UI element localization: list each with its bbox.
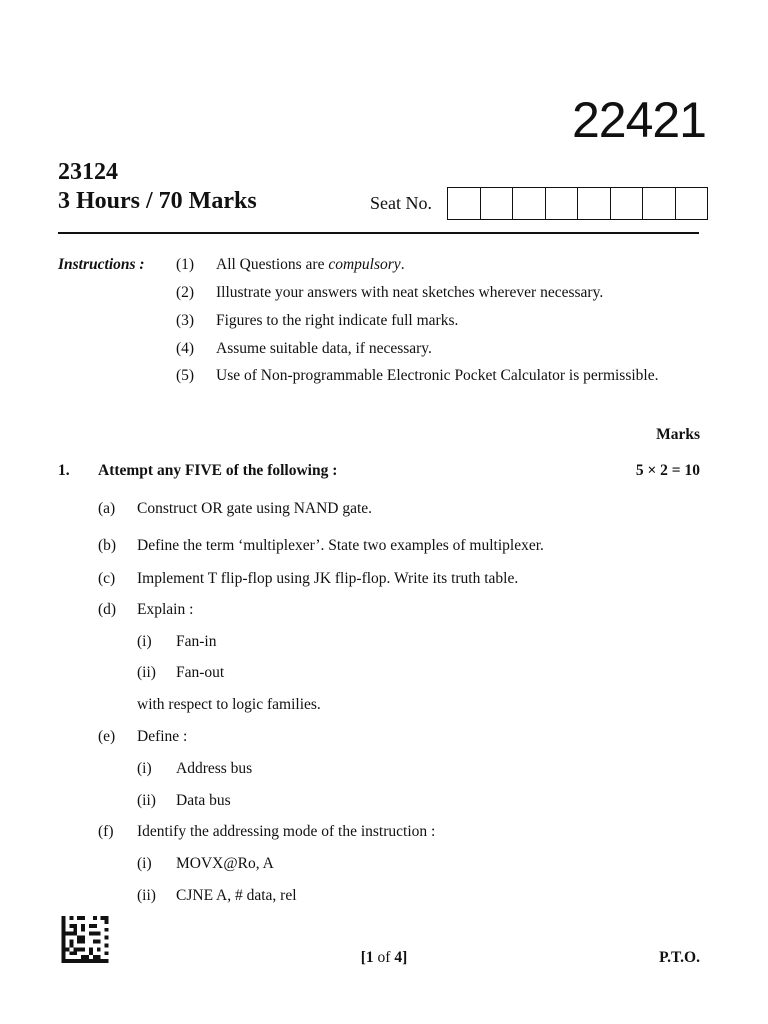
exam-code: 23124 — [58, 159, 118, 185]
seat-number-box — [611, 188, 644, 219]
duration-marks: 3 Hours / 70 Marks — [58, 188, 257, 214]
part-text: Explain : — [137, 601, 194, 618]
page-total: 4 — [394, 949, 403, 966]
sub-part-label: (ii) — [137, 887, 156, 904]
sub-part-text: Data bus — [176, 792, 231, 809]
sub-part-text: CJNE A, # data, rel — [176, 887, 297, 904]
instruction-text — [216, 256, 405, 274]
part-tail-text: with respect to logic families. — [137, 696, 321, 713]
sub-part-label: (i) — [137, 633, 152, 650]
sub-part-label: (ii) — [137, 664, 156, 681]
paper-code: 22421 — [571, 92, 706, 148]
qr-code-icon — [61, 916, 109, 963]
seat-number-box — [578, 188, 611, 219]
part-label: (a) — [98, 500, 116, 517]
instruction-text: Use of Non-programmable Electronic Pocket Calculator is permissible. — [216, 367, 659, 384]
question-title: Attempt any FIVE of the following : — [98, 462, 338, 479]
instruction-text-part: . — [400, 256, 405, 273]
part-label: (c) — [98, 570, 116, 587]
part-label: (f) — [98, 823, 114, 840]
seat-number-label: Seat No. — [370, 193, 432, 213]
seat-number-box — [513, 188, 546, 219]
seat-number-boxes — [447, 187, 708, 220]
part-label: (b) — [98, 537, 117, 554]
header-divider — [58, 232, 699, 234]
question-number: 1. — [58, 462, 70, 479]
part-text: Implement T flip-flop using JK flip-flop. Write its truth table. — [137, 570, 519, 587]
instruction-number: (5) — [176, 367, 195, 384]
instruction-text-part: All Questions are — [216, 256, 329, 273]
sub-part-text: Fan-in — [176, 633, 217, 650]
seat-number-box — [448, 188, 481, 219]
seat-number-box — [481, 188, 514, 219]
part-text: Define the term ‘multiplexer’. State two examples of multiplexer. — [137, 537, 544, 554]
part-text: Construct OR gate using NAND gate. — [137, 500, 373, 517]
instruction-text: Assume suitable data, if necessary. — [216, 340, 432, 357]
instruction-text: Illustrate your answers with neat sketches wherever necessary. — [216, 284, 604, 301]
pto-label: P.T.O. — [659, 949, 700, 966]
part-text: Define : — [137, 728, 188, 745]
instruction-emphasis: compulsory — [328, 256, 401, 273]
instruction-text: Figures to the right indicate full marks. — [216, 312, 459, 329]
instruction-number: (4) — [176, 340, 195, 357]
page-number-part: [ — [360, 949, 366, 966]
seat-number-box — [546, 188, 579, 219]
seat-number-box — [676, 188, 708, 219]
part-label: (d) — [98, 601, 117, 618]
page-number-part: of — [373, 949, 395, 966]
sub-part-text: Fan-out — [176, 664, 225, 681]
sub-part-label: (ii) — [137, 792, 156, 809]
sub-part-text: MOVX@Ro, A — [176, 855, 274, 872]
page-number-part: ] — [402, 949, 408, 966]
marks-heading: Marks — [656, 426, 700, 443]
question-marks: 5 × 2 = 10 — [635, 462, 700, 479]
part-label: (e) — [98, 728, 116, 745]
page-number — [334, 949, 434, 967]
instruction-number: (1) — [176, 256, 195, 273]
part-text: Identify the addressing mode of the instruction : — [137, 823, 436, 840]
page-current: 1 — [365, 949, 374, 966]
seat-number-box — [643, 188, 676, 219]
sub-part-text: Address bus — [176, 760, 253, 777]
instruction-number: (3) — [176, 312, 195, 329]
sub-part-label: (i) — [137, 760, 152, 777]
instruction-number: (2) — [176, 284, 195, 301]
sub-part-label: (i) — [137, 855, 152, 872]
instructions-title: Instructions : — [58, 256, 145, 273]
